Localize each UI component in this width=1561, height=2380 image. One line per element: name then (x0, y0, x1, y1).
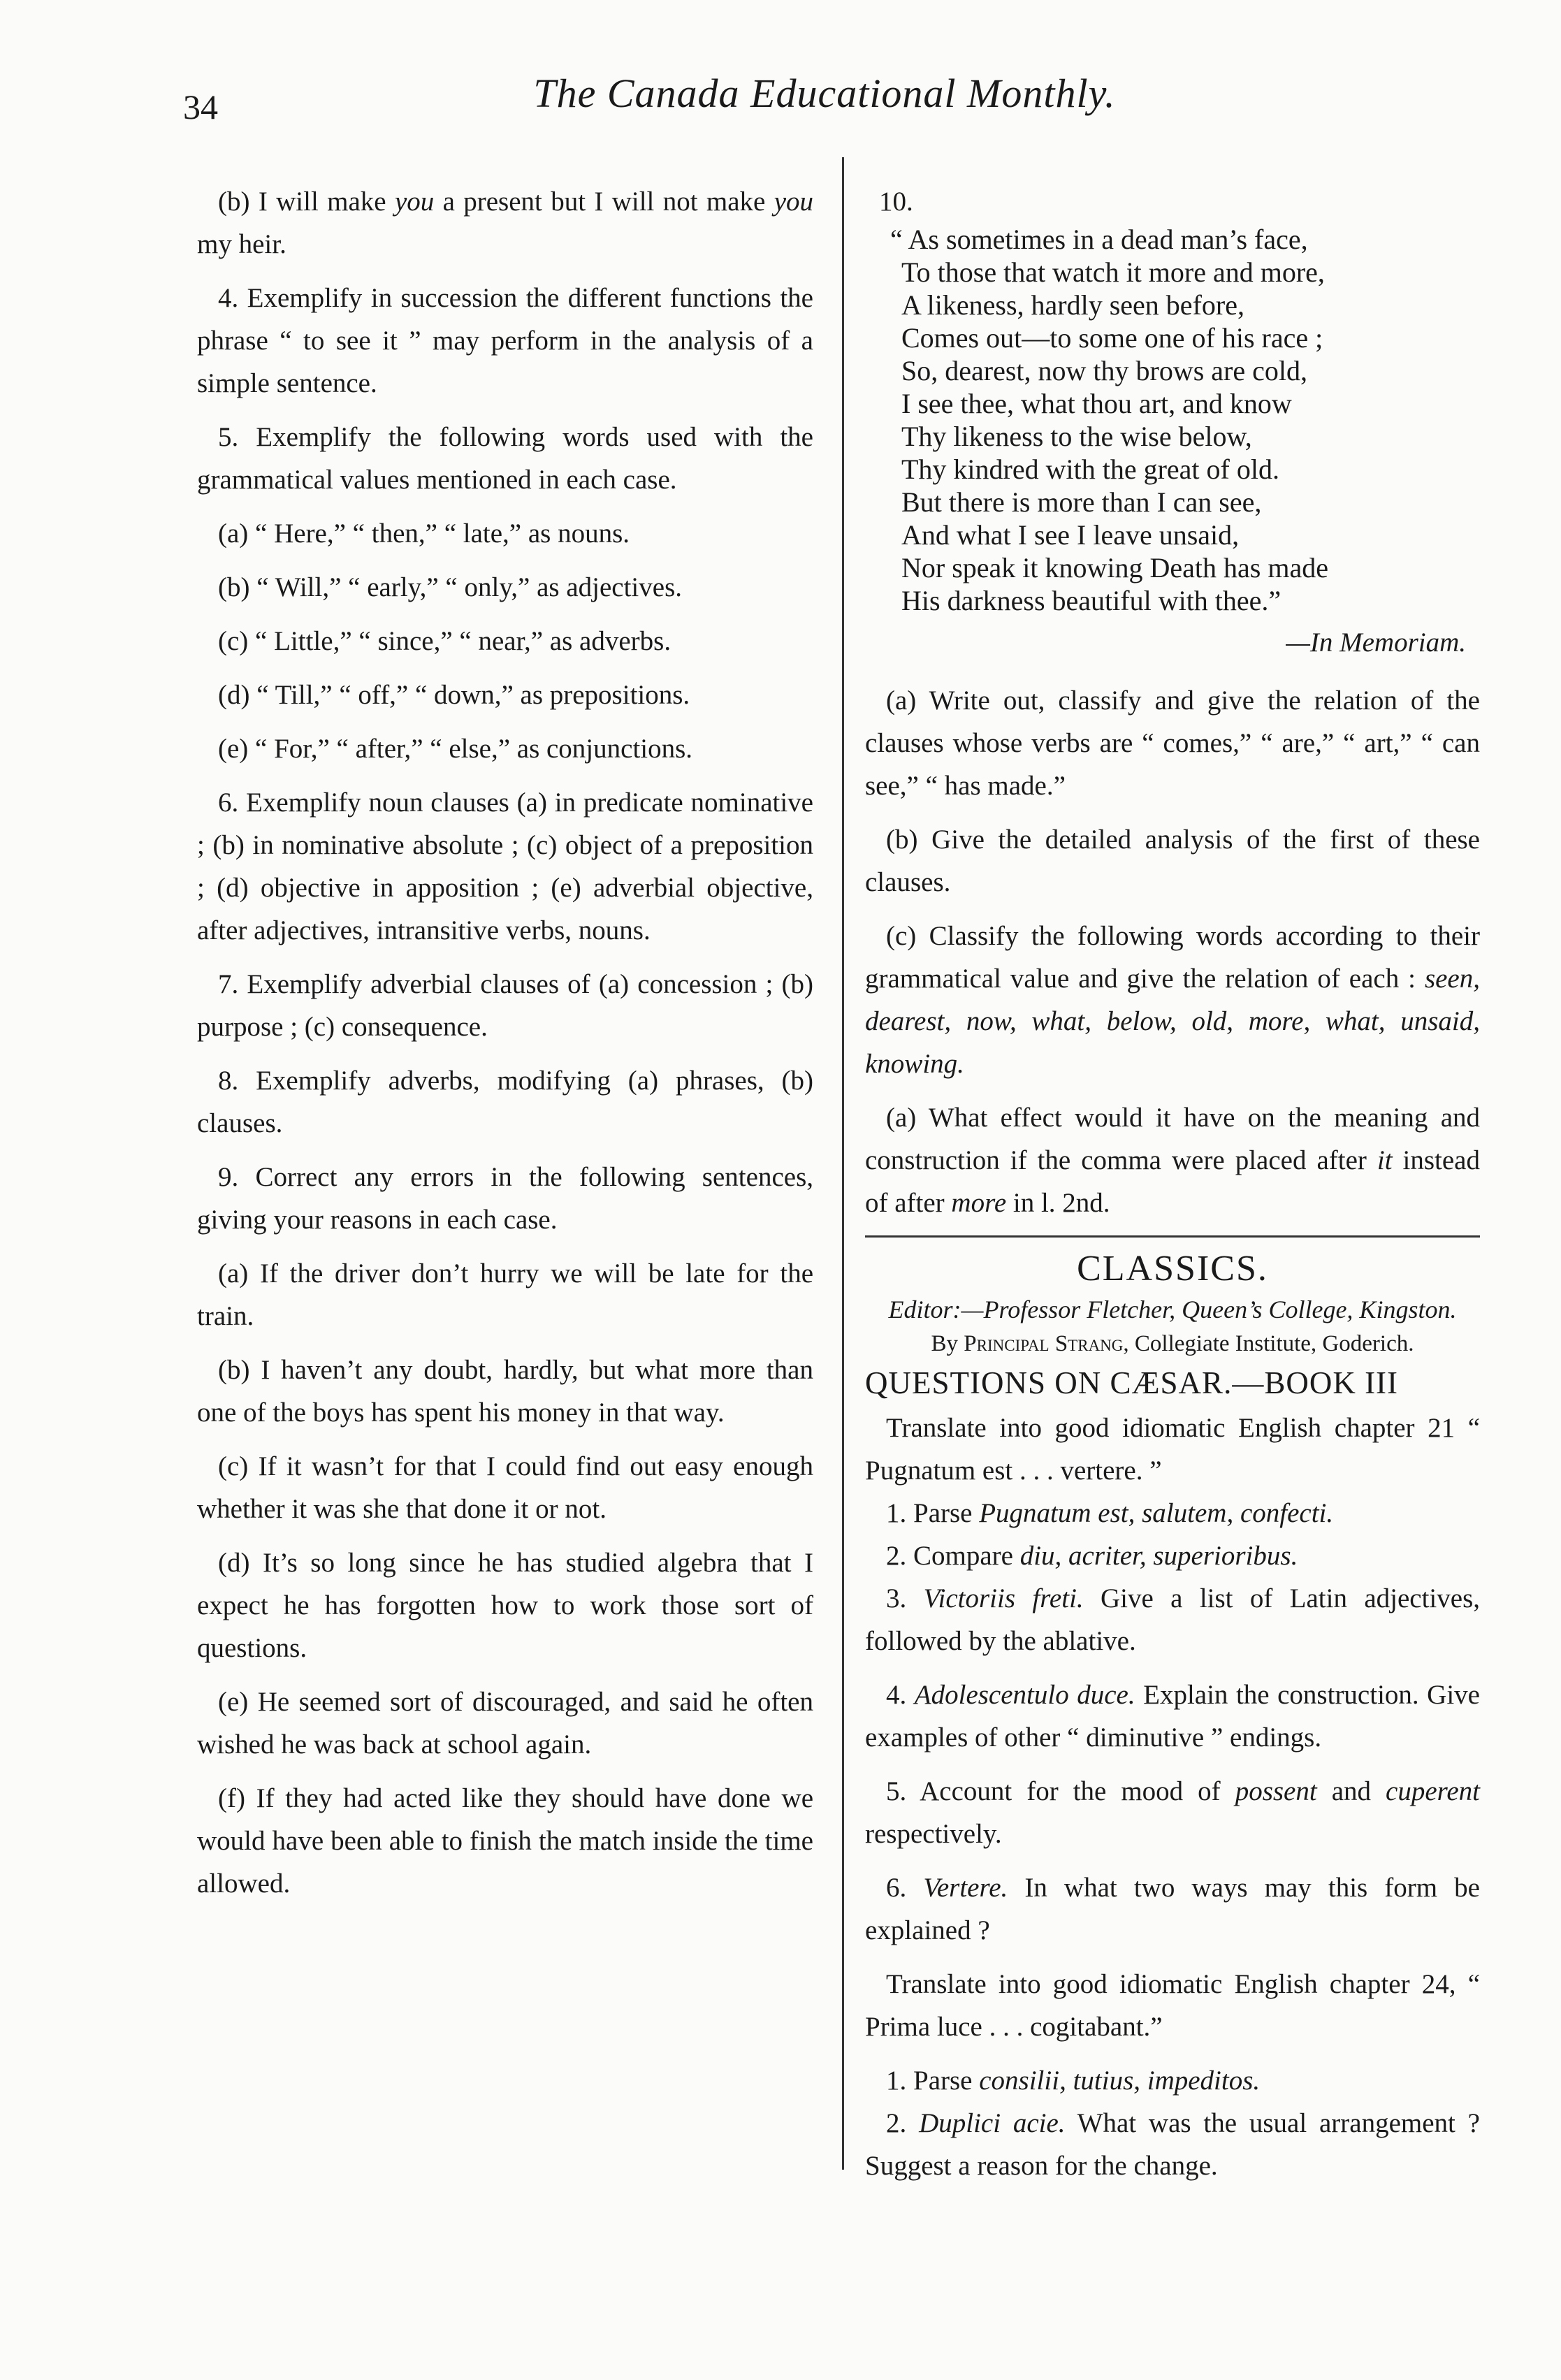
caesar-q3 (865, 1577, 1480, 1662)
caesar-q6 (865, 1866, 1480, 1952)
text-span: a present but I will not make (434, 187, 774, 217)
italic-span: Adolescentulo duce. (914, 1680, 1135, 1710)
question-5e: (e) “ For,” “ after,” “ else,” as conjunctions. (218, 734, 693, 764)
running-title: The Canada Educational Monthly. (533, 71, 1116, 116)
question-9b: (b) I haven’t any doubt, hardly, but what more than one of the boys has spent his money in that way. (197, 1355, 813, 1428)
italic-span: you (774, 187, 813, 217)
caesar-q5 (865, 1770, 1480, 1855)
byline (865, 1330, 1480, 1358)
classics-heading: CLASSICS. (1077, 1249, 1268, 1289)
text-span: 2. (886, 2108, 920, 2138)
text-span: my heir. (197, 229, 286, 259)
italic-span: you (394, 187, 435, 217)
poem-number: 10. (879, 187, 913, 217)
caesar-questions-heading: QUESTIONS ON CÆSAR.—BOOK III (865, 1365, 1399, 1400)
italic-span: Pugnatum est, salutem, confecti. (979, 1498, 1334, 1528)
translate-chapter-24: Translate into good idiomatic English chapter 24, “ Prima luce . . . cogitabant.” (865, 1969, 1480, 2042)
question-9f: (f) If they had acted like they should have done we would have been able to finish the match inside the time allowed. (197, 1783, 813, 1899)
text-span: By (931, 1331, 964, 1356)
question-6: 6. Exemplify noun clauses (a) in predicate nominative ; (b) in nominative absolute ; (c) object of a preposition ; (d) objective in apposition ; (e) adverbial objective, after adjectives, intransitive verbs, nouns. (197, 788, 813, 945)
italic-span: cuperent (1386, 1776, 1481, 1806)
editor-line (865, 1293, 1480, 1326)
text-span: Give a list of Latin adjectives, followed by the ablative. (865, 1583, 1480, 1656)
question-9c: (c) If it wasn’t for that I could find out easy enough whether it was she that done it or not. (197, 1451, 813, 1524)
question-10b: (b) Give the detailed analysis of the first of these clauses. (865, 825, 1480, 897)
poem-line: Thy likeness to the wise below, (901, 421, 1252, 452)
text-span: I will make (249, 187, 395, 217)
poem-stanza (890, 223, 1480, 617)
poem-line: And what I see I leave unsaid, (901, 519, 1240, 551)
text-span: and (1316, 1776, 1386, 1806)
text-span: in l. 2nd. (1006, 1188, 1110, 1218)
poem-source: —In Memoriam. (1286, 627, 1466, 658)
italic-span: Vertere. (923, 1873, 1008, 1903)
caesar-r1 (865, 2059, 1480, 2102)
caesar-q1 (865, 1492, 1480, 1534)
question-8: 8. Exemplify adverbs, modifying (a) phrases, (b) clauses. (197, 1066, 813, 1138)
column-divider (842, 157, 844, 2170)
question-5d: (d) “ Till,” “ off,” “ down,” as prepositions. (218, 680, 690, 710)
question-7: 7. Exemplify adverbial clauses of (a) concession ; (b) purpose ; (c) consequence. (197, 969, 813, 1042)
question-10a: (a) Write out, classify and give the relation of the clauses whose verbs are “ comes,” “ are,” “ art,” “ can see,” “ has made.” (865, 685, 1480, 801)
italic-span: Duplici acie. (919, 2108, 1066, 2138)
italic-span: more (951, 1188, 1007, 1218)
text-span: (a) What effect would it have on the meaning and construction if the comma were placed after (865, 1103, 1480, 1175)
text-span: 5. Account for the mood of (886, 1776, 1235, 1806)
author-name: Principal Strang (964, 1331, 1124, 1356)
text-span: 6. (886, 1873, 924, 1903)
italic-span: consilii, tutius, impeditos. (979, 2066, 1261, 2096)
text-span: 1. Parse (886, 2066, 980, 2096)
question-10d (865, 1096, 1480, 1224)
text-span: , Collegiate Institute, Goderich. (1123, 1331, 1414, 1356)
question-10c (865, 915, 1480, 1085)
caesar-q2 (865, 1534, 1480, 1577)
italic-span: diu, acriter, superioribus. (1019, 1541, 1298, 1571)
question-5b: (b) “ Will,” “ early,” “ only,” as adjectives. (218, 572, 683, 602)
poem-line: So, dearest, now thy brows are cold, (901, 355, 1307, 386)
question-5a: (a) “ Here,” “ then,” “ late,” as nouns. (218, 518, 630, 549)
italic-span: Victoriis freti. (923, 1583, 1084, 1613)
poem-line: Comes out—to some one of his race ; (901, 322, 1323, 354)
italic-span: possent (1235, 1776, 1317, 1806)
text-span: In what two ways may this form be explained ? (865, 1873, 1480, 1945)
caesar-r2 (865, 2102, 1480, 2187)
section-divider (865, 1235, 1480, 1238)
editor-name: —Professor Fletcher, Queen’s College, Kingston. (961, 1296, 1457, 1323)
question-5: 5. Exemplify the following words used with the grammatical values mentioned in each case. (197, 422, 813, 495)
italic-span: seen, dearest, now, what, below, old, more, what, unsaid, knowing. (865, 964, 1480, 1079)
text-span: 4. (886, 1680, 915, 1710)
caesar-q4 (865, 1674, 1480, 1759)
poem-line: Thy kindred with the great of old. (901, 453, 1279, 485)
poem-line: A likeness, hardly seen before, (901, 289, 1244, 321)
question-9e: (e) He seemed sort of discouraged, and said he often wished he was back at school again. (197, 1687, 813, 1759)
poem-line: I see thee, what thou art, and know (901, 388, 1292, 419)
poem-line: But there is more than I can see, (901, 486, 1262, 518)
poem-line: To those that watch it more and more, (901, 256, 1325, 288)
poem-line: His darkness beautiful with thee.” (901, 585, 1282, 616)
text-span: 2. Compare (886, 1541, 1020, 1571)
text-span: 3. (886, 1583, 924, 1613)
text-span: (c) Classify the following words according to their grammatical value and give the relation of each : (865, 921, 1480, 994)
question-9a: (a) If the driver don’t hurry we will be late for the train. (197, 1258, 813, 1331)
left-column (197, 180, 813, 1916)
question-5c: (c) “ Little,” “ since,” “ near,” as adverbs. (218, 626, 671, 656)
poem-line: “ As sometimes in a dead man’s face, (890, 224, 1308, 255)
text-span: What was the usual arrangement ? Suggest a reason for the change. (865, 2108, 1480, 2181)
paragraph-b-heir (197, 180, 813, 266)
question-9: 9. Correct any errors in the following sentences, giving your reasons in each case. (197, 1162, 813, 1235)
page-number: 34 (183, 87, 218, 126)
poem-line: Nor speak it knowing Death has made (901, 552, 1328, 583)
text-span: Explain the construction. Give examples of other “ diminutive ” endings. (865, 1680, 1480, 1753)
text-span: instead of after (865, 1145, 1480, 1218)
question-9d: (d) It’s so long since he has studied algebra that I expect he has forgotten how to work those sort of questions. (197, 1548, 813, 1663)
right-column (865, 180, 1480, 2198)
text-span: 1. Parse (886, 1498, 980, 1528)
italic-span: it (1377, 1145, 1393, 1175)
question-4: 4. Exemplify in succession the different functions the phrase “ to see it ” may perform in the analysis of a simple sentence. (197, 283, 813, 398)
item-label: (b) (218, 187, 250, 217)
editor-label: Editor: (888, 1296, 961, 1323)
text-span: respectively. (865, 1819, 1002, 1849)
translate-chapter-21: Translate into good idiomatic English chapter 21 “ Pugnatum est . . . vertere. ” (865, 1413, 1480, 1486)
